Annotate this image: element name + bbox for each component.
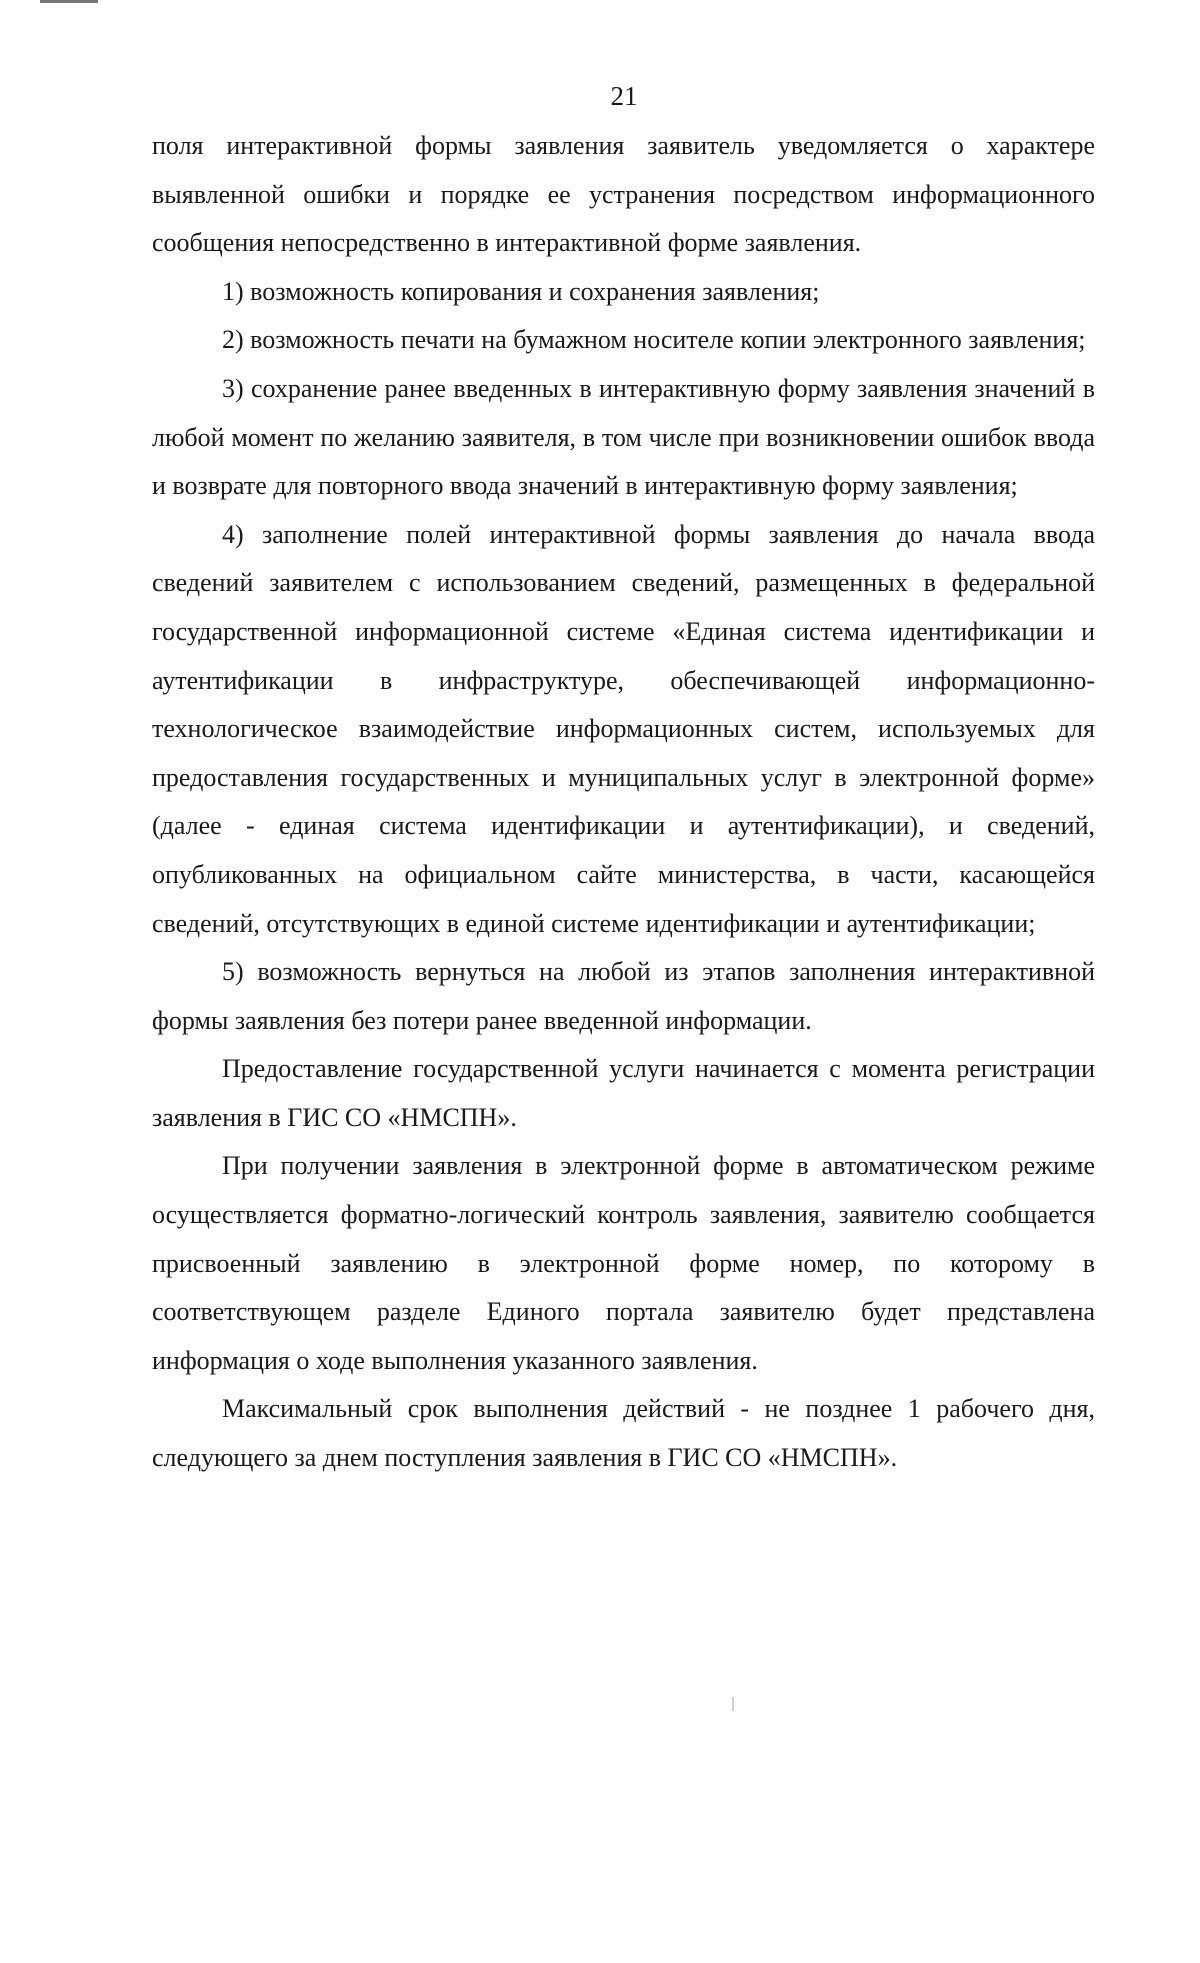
- paragraph-service-start: Предоставление государственной услуги начинается с момента регистрации заявления в ГИС СО «НМСПН».: [152, 1054, 1095, 1132]
- list-item-4: 4) заполнение полей интерактивной формы заявления до начала ввода сведений заявителем с использованием сведений, размещенных в федеральной государственной информационной системе «Единая система идентификации и аутентификации в инфраструктуре, обеспечивающей информационно-технологическое взаимодействие информационных систем, используемых для предоставления государственных и муниципальных услуг в электронной форме» (далее - единая система идентификации и аутентификации), и сведений, опубликованных на официальном сайте министерства, в части, касающейся сведений, отсутствующих в единой системе идентификации и аутентификации;: [152, 519, 1095, 938]
- list-item-1: 1) возможность копирования и сохранения заявления;: [222, 276, 820, 306]
- paragraph-format-control: При получении заявления в электронной форме в автоматическом режиме осуществляется форматно-логический контроль заявления, заявителю сообщается присвоенный заявлению в электронной форме номер, по которому в соответствующем разделе Единого портала заявителю будет представлена информация о ходе выполнения указанного заявления.: [152, 1151, 1095, 1375]
- paragraph-continuation: поля интерактивной формы заявления заявитель уведомляется о характере выявленной ошибки и порядке ее устранения посредством информационного сообщения непосредственно в интерактивной форме заявления.: [152, 131, 1095, 258]
- document-body: [152, 122, 1095, 1483]
- list-item-3: 3) сохранение ранее введенных в интерактивную форму заявления значений в любой момент по желанию заявителя, в том числе при возникновении ошибок ввода и возврате для повторного ввода значений в интерактивную форму заявления;: [152, 373, 1095, 501]
- page-number: 21: [610, 81, 638, 111]
- scan-speck: [732, 1697, 734, 1711]
- paragraph-max-term: Максимальный срок выполнения действий - не позднее 1 рабочего дня, следующего за днем поступления заявления в ГИС СО «НМСПН».: [152, 1394, 1095, 1473]
- list-item-2: 2) возможность печати на бумажном носителе копии электронного заявления;: [222, 325, 1086, 355]
- scan-artifact-mark: [40, 0, 98, 3]
- list-item-5: 5) возможность вернуться на любой из этапов заполнения интерактивной формы заявления без потери ранее введенной информации.: [152, 957, 1095, 1035]
